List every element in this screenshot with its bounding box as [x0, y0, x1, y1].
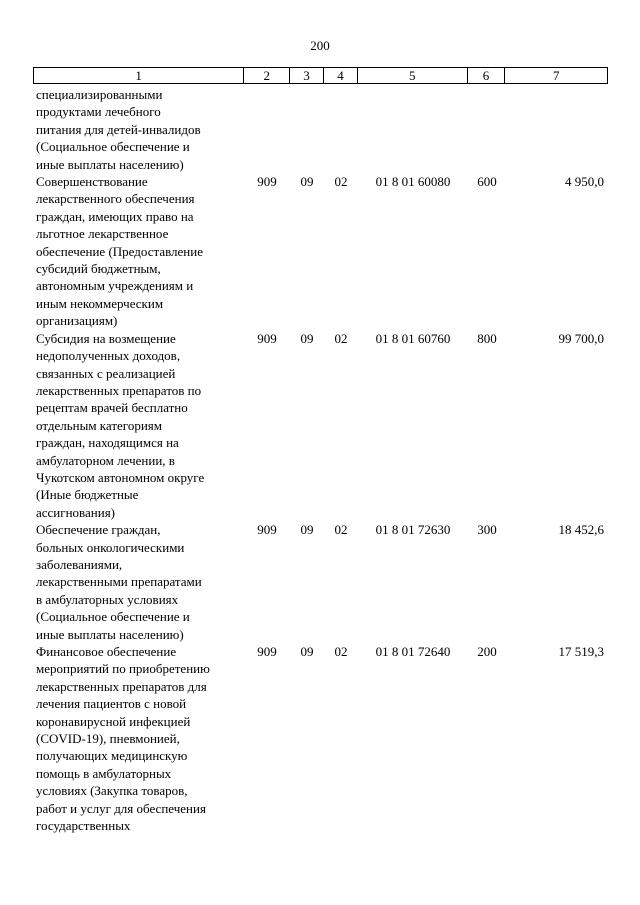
header-col-3: 3	[290, 68, 324, 83]
row-subsection	[324, 86, 358, 173]
row-amount	[506, 86, 608, 173]
header-col-1: 1	[34, 68, 244, 83]
table-header	[33, 67, 608, 84]
header-col-2: 2	[244, 68, 290, 83]
table-row	[33, 173, 608, 330]
page-number: 200	[310, 38, 330, 53]
row-type: 300	[477, 522, 497, 538]
header-col-4: 4	[324, 68, 358, 83]
header-col-5: 5	[358, 68, 468, 83]
row-code: 909	[257, 522, 277, 538]
row-code: 909	[257, 174, 277, 190]
row-section: 09	[300, 330, 314, 346]
row-amount: 18 452,6	[558, 522, 604, 538]
row-subsection: 02	[334, 522, 348, 538]
table-row	[33, 330, 608, 521]
row-code	[244, 86, 290, 173]
row-section: 09	[300, 644, 314, 659]
row-name: специализированными продуктами лечебного питания для детей-инвалидов (Социальное обеспечение и иные выплаты населению)	[36, 87, 201, 172]
table-row	[33, 643, 608, 834]
row-amount: 99 700,0	[558, 330, 604, 346]
row-subsection: 02	[334, 644, 348, 659]
row-section	[290, 86, 324, 173]
row-section: 09	[300, 522, 314, 538]
row-name: Совершенствование лекарственного обеспечения граждан, имеющих право на льготное лекарственное обеспечение (Предоставление субсидий бюджетным, автономным учреждениям и иным некоммерческим организациям)	[36, 174, 203, 329]
row-name: Финансовое обеспечение мероприятий по приобретению лекарственных препаратов для лечения пациентов с новой коронавирусной инфекцией (COVID-19), пневмонией, получающих медицинскую помощь в амбулаторных условиях (Закупка товаров, работ и услуг для обеспечения государственных	[36, 644, 210, 834]
row-target	[358, 86, 468, 173]
row-target: 01 8 01 72630	[375, 522, 451, 538]
table-body	[33, 86, 608, 834]
row-type	[468, 86, 506, 173]
row-type: 200	[477, 644, 497, 659]
header-col-7: 7	[552, 68, 560, 83]
row-name: Субсидия на возмещение недополученных доходов, связанных с реализацией лекарственных препаратов по рецептам врачей бесплатно отдельным категориям граждан, находящимся на амбулаторном лечении, в Чукотском автономном округе (Иные бюджетные ассигнования)	[36, 330, 205, 520]
header-col-6: 6	[468, 68, 506, 83]
row-amount: 17 519,3	[558, 644, 604, 659]
row-code: 909	[257, 644, 277, 659]
row-target: 01 8 01 60080	[375, 174, 451, 190]
row-target: 01 8 01 60760	[375, 330, 451, 346]
row-subsection: 02	[334, 330, 348, 346]
table-row	[33, 521, 608, 643]
row-name: Обеспечение граждан, больных онкологическими заболеваниями, лекарственными препаратами в амбулаторных условиях (Социальное обеспечение и иные выплаты населению)	[36, 522, 202, 642]
row-section: 09	[300, 174, 314, 190]
row-target: 01 8 01 72640	[375, 644, 451, 659]
row-amount: 4 950,0	[565, 174, 604, 190]
table-row	[33, 86, 608, 173]
row-code: 909	[257, 330, 277, 346]
row-type: 600	[477, 174, 497, 190]
row-type: 800	[477, 330, 497, 346]
row-subsection: 02	[334, 174, 348, 190]
